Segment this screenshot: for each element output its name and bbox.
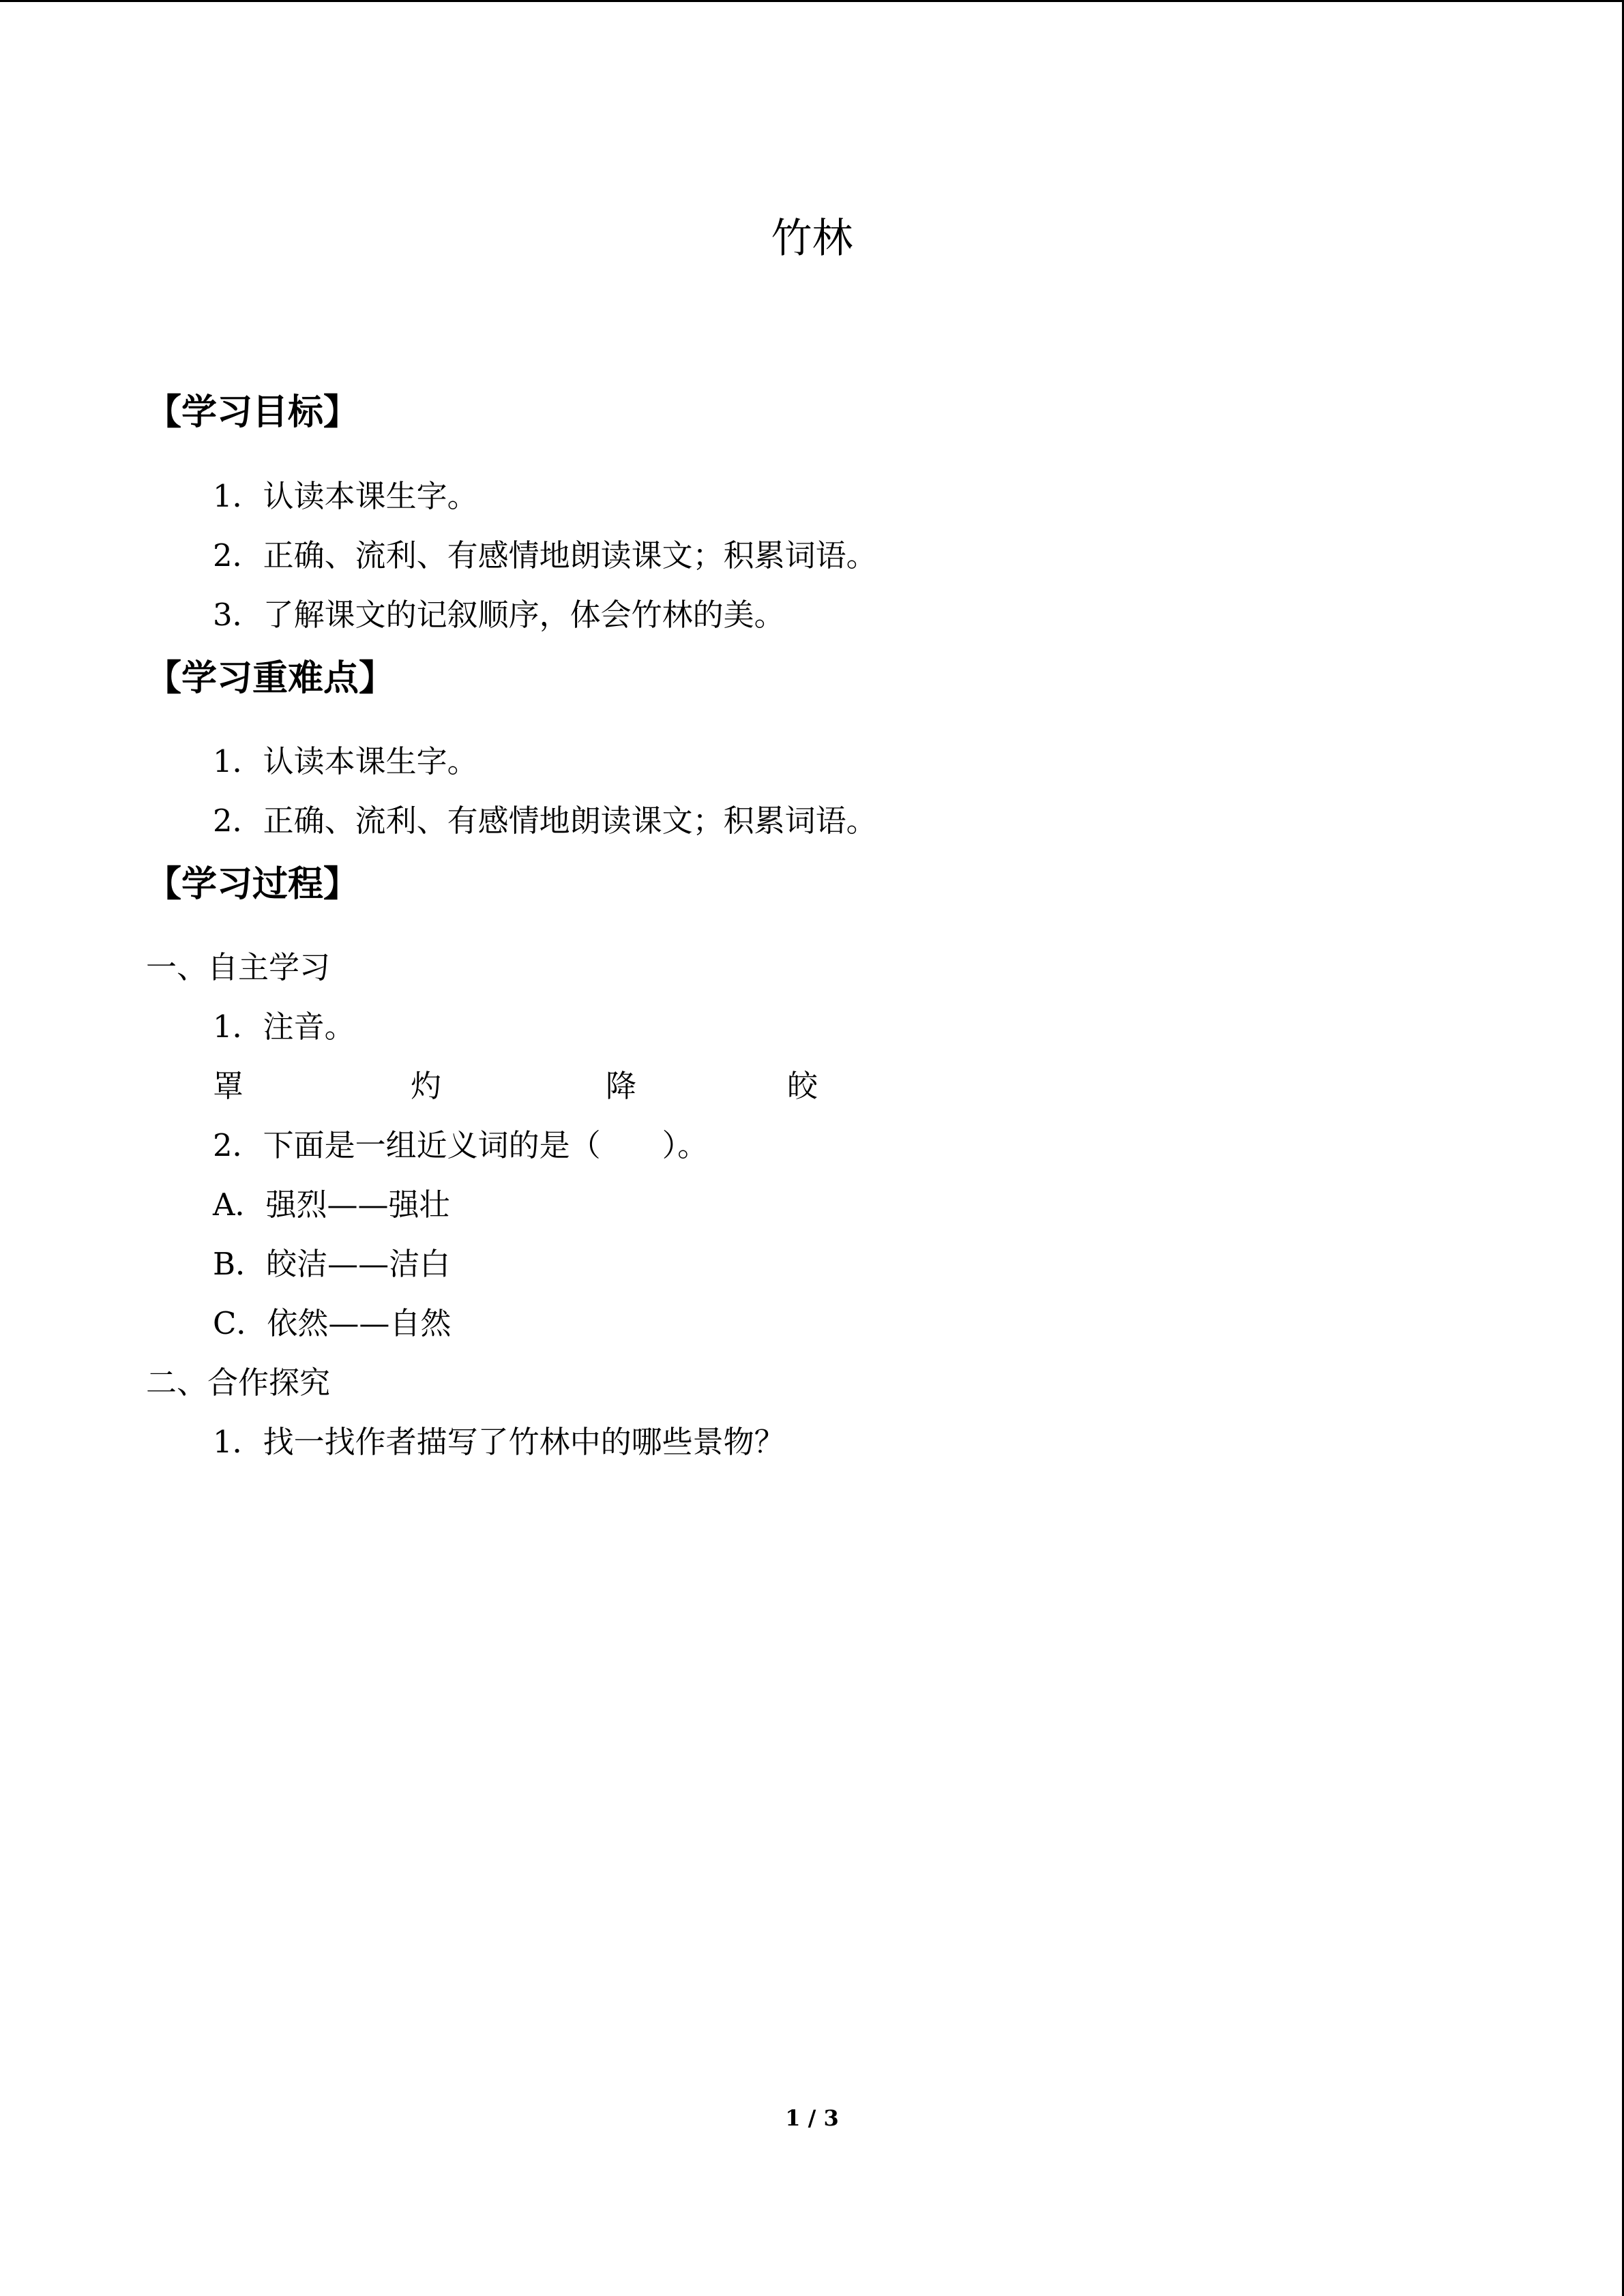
- goal-item: 1．认读本课生字。: [213, 478, 478, 514]
- page-number: 1 / 3: [785, 2105, 839, 2131]
- option-b: B．皎洁——洁白: [213, 1246, 451, 1282]
- part2-heading: 二、合作探究: [146, 1365, 331, 1401]
- option-a: A．强烈——强壮: [213, 1187, 450, 1223]
- top-border-line: [0, 0, 1624, 2]
- process-heading: 【学习过程】: [146, 864, 359, 905]
- part2-question-1-label: 1．找一找作者描写了竹林中的哪些景物？: [213, 1424, 785, 1460]
- document-title: 竹林: [771, 215, 853, 263]
- goals-heading: 【学习目标】: [146, 392, 359, 433]
- key-point-item: 2．正确、流利、有感情地朗读课文；积累词语。: [213, 803, 877, 839]
- key-point-item: 1．认读本课生字。: [213, 743, 478, 779]
- character-to-annotate: 降: [606, 1068, 637, 1104]
- character-to-annotate: 皎: [787, 1068, 818, 1104]
- question-1-label: 1．注音。: [213, 1009, 355, 1045]
- goal-item: 2．正确、流利、有感情地朗读课文；积累词语。: [213, 537, 877, 573]
- key-points-heading: 【学习重难点】: [146, 658, 395, 699]
- goal-item: 3．了解课文的记叙顺序，体会竹林的美。: [213, 597, 785, 633]
- character-to-annotate: 罩: [213, 1068, 244, 1104]
- part1-heading: 一、自主学习: [146, 949, 331, 985]
- option-c: C．依然——自然: [213, 1305, 452, 1341]
- character-to-annotate: 灼: [411, 1068, 442, 1104]
- question-2-label: 2．下面是一组近义词的是（ ）。: [213, 1127, 709, 1163]
